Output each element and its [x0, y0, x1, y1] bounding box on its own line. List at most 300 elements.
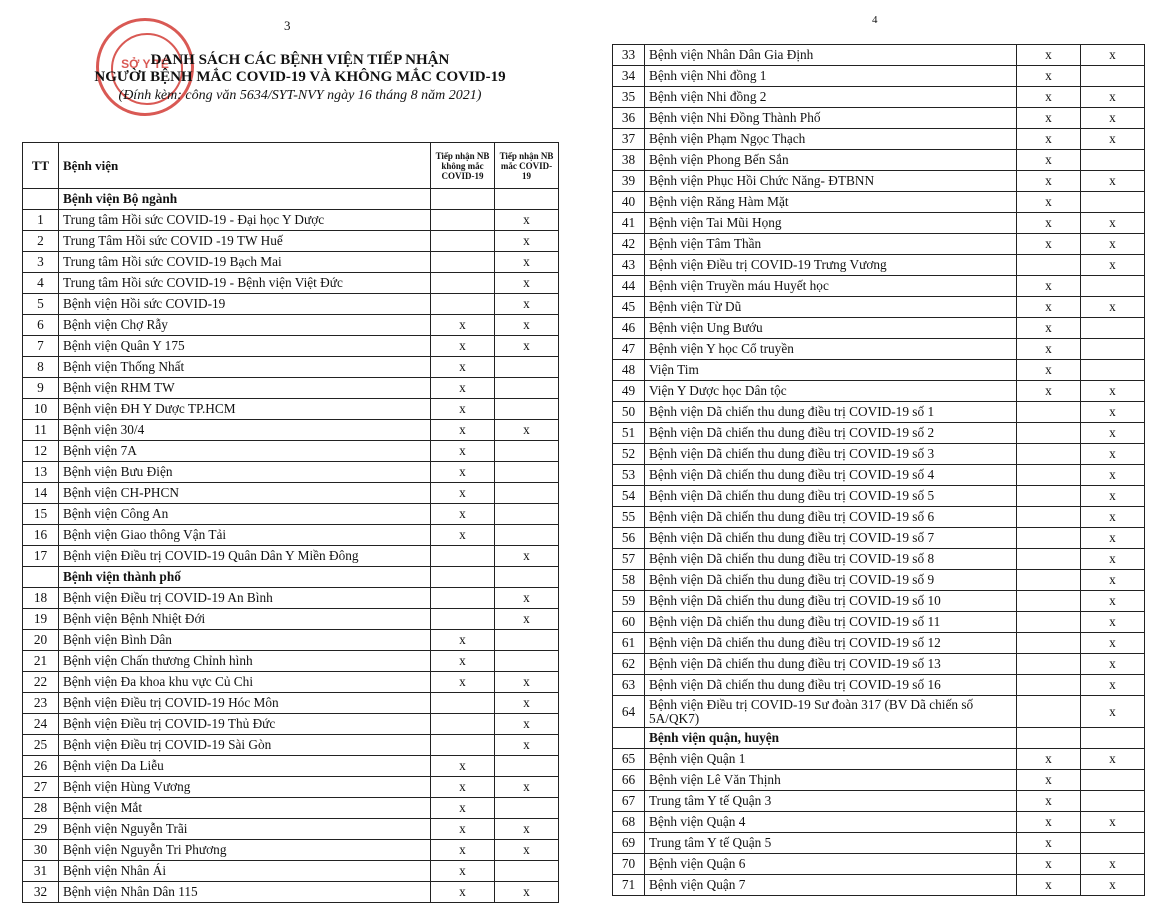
col2-mark: x — [1081, 507, 1145, 528]
col1-mark: x — [1017, 213, 1081, 234]
col1-mark: x — [1017, 108, 1081, 129]
row-number: 17 — [23, 546, 59, 567]
col2-mark: x — [1081, 486, 1145, 507]
hospital-name: Bệnh viện Dã chiến thu dung điều trị COVID-19 số 11 — [645, 612, 1017, 633]
row-number: 42 — [613, 234, 645, 255]
table-row — [23, 735, 559, 756]
table-row — [23, 714, 559, 735]
row-number: 12 — [23, 441, 59, 462]
col2-mark: x — [1081, 129, 1145, 150]
table-row — [613, 150, 1145, 171]
table-row — [23, 441, 559, 462]
hospital-name: Bệnh viện Lê Văn Thịnh — [645, 770, 1017, 791]
table-row — [613, 528, 1145, 549]
col2-mark: x — [495, 735, 559, 756]
table-row — [613, 570, 1145, 591]
table-row — [23, 546, 559, 567]
hospital-name: Bệnh viện Quận 1 — [645, 749, 1017, 770]
table-row — [23, 357, 559, 378]
table-row — [613, 465, 1145, 486]
col1-mark: x — [431, 651, 495, 672]
col1-mark: x — [1017, 791, 1081, 812]
hospital-name: Bệnh viện Dã chiến thu dung điều trị COVID-19 số 2 — [645, 423, 1017, 444]
table-row — [23, 294, 559, 315]
col1-mark: x — [1017, 66, 1081, 87]
table-row — [613, 276, 1145, 297]
hospital-name: Bệnh viện Dã chiến thu dung điều trị COVID-19 số 3 — [645, 444, 1017, 465]
table-row — [613, 833, 1145, 854]
col2-mark: x — [1081, 570, 1145, 591]
col1-mark: x — [1017, 875, 1081, 896]
table-row — [613, 696, 1145, 728]
empty-cell — [1081, 728, 1145, 749]
col1-mark — [1017, 549, 1081, 570]
col2-mark — [1081, 791, 1145, 812]
row-number: 69 — [613, 833, 645, 854]
col1-mark: x — [431, 504, 495, 525]
col2-mark — [495, 798, 559, 819]
header-col1: Tiếp nhận NB không mắc COVID-19 — [431, 143, 495, 189]
table-row — [613, 507, 1145, 528]
hospital-name: Trung tâm Hồi sức COVID-19 Bạch Mai — [59, 252, 431, 273]
row-number: 46 — [613, 318, 645, 339]
col2-mark — [1081, 833, 1145, 854]
hospital-name: Bệnh viện Y học Cổ truyền — [645, 339, 1017, 360]
col2-mark — [495, 378, 559, 399]
hospital-name: Bệnh viện Dã chiến thu dung điều trị COVID-19 số 7 — [645, 528, 1017, 549]
row-number: 70 — [613, 854, 645, 875]
col1-mark — [1017, 486, 1081, 507]
table-row — [613, 129, 1145, 150]
hospital-name: Bệnh viện Công An — [59, 504, 431, 525]
table-row — [613, 423, 1145, 444]
col2-mark: x — [1081, 213, 1145, 234]
col2-mark: x — [1081, 749, 1145, 770]
col2-mark: x — [1081, 612, 1145, 633]
col2-mark: x — [495, 294, 559, 315]
empty-cell — [23, 189, 59, 210]
table-row — [613, 591, 1145, 612]
row-number: 31 — [23, 861, 59, 882]
col1-mark: x — [1017, 45, 1081, 66]
row-number: 16 — [23, 525, 59, 546]
table-row — [613, 360, 1145, 381]
col2-mark: x — [1081, 633, 1145, 654]
col2-mark: x — [495, 882, 559, 903]
col1-mark: x — [431, 420, 495, 441]
hospital-name: Trung tâm Y tế Quận 5 — [645, 833, 1017, 854]
col1-mark: x — [1017, 276, 1081, 297]
table-row — [23, 525, 559, 546]
seal-text: SỞ Y TẾ — [121, 57, 169, 71]
col1-mark — [431, 693, 495, 714]
row-number: 58 — [613, 570, 645, 591]
col1-mark: x — [1017, 150, 1081, 171]
col1-mark: x — [1017, 297, 1081, 318]
row-number: 29 — [23, 819, 59, 840]
row-number: 45 — [613, 297, 645, 318]
row-number: 23 — [23, 693, 59, 714]
col2-mark: x — [495, 252, 559, 273]
col1-mark: x — [1017, 129, 1081, 150]
col2-mark: x — [495, 315, 559, 336]
hospital-name: Trung tâm Hồi sức COVID-19 - Bệnh viện Việt Đức — [59, 273, 431, 294]
col1-mark — [1017, 633, 1081, 654]
table-row — [613, 486, 1145, 507]
hospital-name: Bệnh viện Phạm Ngọc Thạch — [645, 129, 1017, 150]
group-row — [23, 189, 559, 210]
hospital-table-left — [22, 142, 559, 903]
hospital-name: Bệnh viện Răng Hàm Mặt — [645, 192, 1017, 213]
row-number: 62 — [613, 654, 645, 675]
row-number: 63 — [613, 675, 645, 696]
hospital-name: Bệnh viện Nhân Dân 115 — [59, 882, 431, 903]
hospital-name: Bệnh viện Dã chiến thu dung điều trị COVID-19 số 1 — [645, 402, 1017, 423]
empty-cell — [23, 567, 59, 588]
col2-mark — [1081, 770, 1145, 791]
col2-mark: x — [1081, 465, 1145, 486]
group-label: Bệnh viện quận, huyện — [645, 728, 1017, 749]
hospital-name: Bệnh viện Quận 6 — [645, 854, 1017, 875]
row-number: 34 — [613, 66, 645, 87]
col2-mark — [495, 441, 559, 462]
col1-mark — [1017, 528, 1081, 549]
col2-mark: x — [1081, 423, 1145, 444]
table-row — [23, 315, 559, 336]
hospital-name: Bệnh viện Nhân Ái — [59, 861, 431, 882]
col1-mark: x — [431, 819, 495, 840]
row-number: 3 — [23, 252, 59, 273]
row-number: 30 — [23, 840, 59, 861]
col1-mark — [431, 546, 495, 567]
hospital-name: Bệnh viện Dã chiến thu dung điều trị COVID-19 số 16 — [645, 675, 1017, 696]
col1-mark: x — [431, 756, 495, 777]
col2-mark: x — [495, 420, 559, 441]
table-row — [613, 549, 1145, 570]
row-number: 26 — [23, 756, 59, 777]
row-number: 51 — [613, 423, 645, 444]
hospital-name: Bệnh viện Quân Y 175 — [59, 336, 431, 357]
col2-mark: x — [1081, 87, 1145, 108]
row-number: 71 — [613, 875, 645, 896]
row-number: 39 — [613, 171, 645, 192]
table-row — [23, 609, 559, 630]
hospital-name: Bệnh viện Nguyễn Tri Phương — [59, 840, 431, 861]
col1-mark — [1017, 465, 1081, 486]
col1-mark: x — [1017, 318, 1081, 339]
col2-mark — [1081, 66, 1145, 87]
hospital-name: Bệnh viện Dã chiến thu dung điều trị COVID-19 số 10 — [645, 591, 1017, 612]
col1-mark: x — [1017, 192, 1081, 213]
hospital-name: Bệnh viện Nhân Dân Gia Định — [645, 45, 1017, 66]
hospital-name: Bệnh viện Điều trị COVID-19 Quân Dân Y Miền Đông — [59, 546, 431, 567]
hospital-name: Bệnh viện Phục Hồi Chức Năng- ĐTBNN — [645, 171, 1017, 192]
row-number: 15 — [23, 504, 59, 525]
hospital-name: Bệnh viện Ung Bướu — [645, 318, 1017, 339]
col1-mark: x — [1017, 812, 1081, 833]
col1-mark: x — [431, 462, 495, 483]
table-row — [23, 840, 559, 861]
hospital-name: Bệnh viện 30/4 — [59, 420, 431, 441]
table-row — [23, 672, 559, 693]
col1-mark: x — [1017, 749, 1081, 770]
table-row — [613, 381, 1145, 402]
row-number: 5 — [23, 294, 59, 315]
col2-mark — [1081, 339, 1145, 360]
table-row — [613, 612, 1145, 633]
col1-mark — [431, 252, 495, 273]
col1-mark — [1017, 444, 1081, 465]
table-row — [23, 777, 559, 798]
empty-cell — [495, 189, 559, 210]
hospital-name: Bệnh viện Chợ Rẫy — [59, 315, 431, 336]
table-row — [613, 171, 1145, 192]
col2-mark: x — [1081, 875, 1145, 896]
col1-mark — [431, 714, 495, 735]
table-row — [613, 444, 1145, 465]
col2-mark: x — [1081, 549, 1145, 570]
col1-mark: x — [431, 630, 495, 651]
row-number: 25 — [23, 735, 59, 756]
table-row — [613, 255, 1145, 276]
row-number: 60 — [613, 612, 645, 633]
empty-cell — [495, 567, 559, 588]
col2-mark: x — [1081, 444, 1145, 465]
hospital-name: Bệnh viện Điều trị COVID-19 Sài Gòn — [59, 735, 431, 756]
col2-mark: x — [1081, 812, 1145, 833]
row-number: 64 — [613, 696, 645, 728]
page-number-right: 4 — [872, 14, 878, 26]
col2-mark: x — [495, 840, 559, 861]
table-row — [23, 651, 559, 672]
row-number: 54 — [613, 486, 645, 507]
row-number: 68 — [613, 812, 645, 833]
row-number: 14 — [23, 483, 59, 504]
col2-mark: x — [1081, 591, 1145, 612]
row-number: 13 — [23, 462, 59, 483]
row-number: 9 — [23, 378, 59, 399]
row-number: 18 — [23, 588, 59, 609]
col1-mark — [1017, 423, 1081, 444]
hospital-name: Bệnh viện 7A — [59, 441, 431, 462]
hospital-name: Bệnh viện Phong Bến Sắn — [645, 150, 1017, 171]
col1-mark — [1017, 591, 1081, 612]
col2-mark: x — [1081, 528, 1145, 549]
row-number: 19 — [23, 609, 59, 630]
col1-mark: x — [1017, 833, 1081, 854]
col1-mark — [1017, 255, 1081, 276]
col1-mark: x — [1017, 87, 1081, 108]
hospital-name: Trung Tâm Hồi sức COVID -19 TW Huế — [59, 231, 431, 252]
hospital-name: Bệnh viện Quận 7 — [645, 875, 1017, 896]
col2-mark: x — [1081, 696, 1145, 728]
hospital-name: Trung tâm Y tế Quận 3 — [645, 791, 1017, 812]
row-number: 44 — [613, 276, 645, 297]
col1-mark — [431, 609, 495, 630]
col1-mark: x — [431, 798, 495, 819]
table-row — [613, 402, 1145, 423]
table-row — [23, 336, 559, 357]
table-row — [613, 234, 1145, 255]
row-number: 49 — [613, 381, 645, 402]
row-number: 41 — [613, 213, 645, 234]
col1-mark: x — [431, 882, 495, 903]
group-label: Bệnh viện Bộ ngành — [59, 189, 431, 210]
group-label: Bệnh viện thành phố — [59, 567, 431, 588]
col2-mark: x — [495, 231, 559, 252]
row-number: 4 — [23, 273, 59, 294]
row-number: 57 — [613, 549, 645, 570]
group-row — [23, 567, 559, 588]
col2-mark — [495, 357, 559, 378]
table-row — [613, 875, 1145, 896]
table-row — [613, 87, 1145, 108]
col1-mark — [1017, 654, 1081, 675]
col1-mark: x — [431, 840, 495, 861]
col2-mark: x — [1081, 108, 1145, 129]
document-subtitle: (Đính kèm: công văn 5634/SYT-NVY ngày 16 tháng 8 năm 2021) — [118, 88, 482, 103]
row-number: 33 — [613, 45, 645, 66]
col2-mark — [1081, 360, 1145, 381]
hospital-name: Bệnh viện Nhi đồng 1 — [645, 66, 1017, 87]
table-row — [613, 339, 1145, 360]
row-number: 67 — [613, 791, 645, 812]
col1-mark: x — [1017, 234, 1081, 255]
col2-mark: x — [495, 693, 559, 714]
row-number: 20 — [23, 630, 59, 651]
row-number: 38 — [613, 150, 645, 171]
empty-cell — [613, 728, 645, 749]
hospital-name: Bệnh viện Điều trị COVID-19 Sư đoàn 317 (BV Dã chiến số 5A/QK7) — [645, 696, 1017, 728]
table-row — [613, 108, 1145, 129]
table-row — [23, 588, 559, 609]
table-row — [23, 693, 559, 714]
col2-mark — [495, 483, 559, 504]
empty-cell — [431, 189, 495, 210]
col2-mark: x — [1081, 854, 1145, 875]
col1-mark: x — [431, 357, 495, 378]
col1-mark: x — [431, 336, 495, 357]
col1-mark: x — [1017, 854, 1081, 875]
table-row — [613, 297, 1145, 318]
hospital-name: Bệnh viện Dã chiến thu dung điều trị COVID-19 số 9 — [645, 570, 1017, 591]
hospital-name: Bệnh viện Điều trị COVID-19 An Bình — [59, 588, 431, 609]
table-row — [613, 192, 1145, 213]
table-row — [23, 504, 559, 525]
hospital-name: Bệnh viện ĐH Y Dược TP.HCM — [59, 399, 431, 420]
table-row — [613, 213, 1145, 234]
col1-mark: x — [431, 525, 495, 546]
document-title-line-1: DANH SÁCH CÁC BỆNH VIỆN TIẾP NHẬN — [150, 52, 450, 68]
hospital-name: Bệnh viện Dã chiến thu dung điều trị COVID-19 số 4 — [645, 465, 1017, 486]
col2-mark: x — [495, 714, 559, 735]
hospital-name: Bệnh viện Truyền máu Huyết học — [645, 276, 1017, 297]
col1-mark — [431, 735, 495, 756]
hospital-name: Bệnh viện Nhi Đồng Thành Phố — [645, 108, 1017, 129]
col2-mark — [1081, 318, 1145, 339]
table-row — [23, 630, 559, 651]
empty-cell — [431, 567, 495, 588]
row-number: 11 — [23, 420, 59, 441]
table-row — [613, 675, 1145, 696]
col2-mark — [1081, 192, 1145, 213]
group-row — [613, 728, 1145, 749]
hospital-name: Bệnh viện Điều trị COVID-19 Hóc Môn — [59, 693, 431, 714]
table-row — [613, 791, 1145, 812]
hospital-name: Trung tâm Hồi sức COVID-19 - Đại học Y Dược — [59, 210, 431, 231]
hospital-name: Bệnh viện Bệnh Nhiệt Đới — [59, 609, 431, 630]
col1-mark: x — [1017, 770, 1081, 791]
col2-mark: x — [1081, 402, 1145, 423]
row-number: 6 — [23, 315, 59, 336]
col2-mark: x — [1081, 255, 1145, 276]
col2-mark — [1081, 150, 1145, 171]
col1-mark — [1017, 675, 1081, 696]
row-number: 1 — [23, 210, 59, 231]
col1-mark — [431, 231, 495, 252]
col2-mark: x — [1081, 654, 1145, 675]
table-row — [23, 819, 559, 840]
row-number: 61 — [613, 633, 645, 654]
table-row — [613, 749, 1145, 770]
table-row — [23, 882, 559, 903]
hospital-name: Bệnh viện Hồi sức COVID-19 — [59, 294, 431, 315]
table-row — [613, 633, 1145, 654]
hospital-name: Bệnh viện Mắt — [59, 798, 431, 819]
row-number: 35 — [613, 87, 645, 108]
col2-mark — [495, 525, 559, 546]
hospital-name: Bệnh viện Giao thông Vận Tải — [59, 525, 431, 546]
table-row — [613, 318, 1145, 339]
empty-cell — [1017, 728, 1081, 749]
col1-mark: x — [431, 483, 495, 504]
hospital-name: Bệnh viện Dã chiến thu dung điều trị COVID-19 số 6 — [645, 507, 1017, 528]
col1-mark: x — [431, 378, 495, 399]
table-row — [613, 812, 1145, 833]
hospital-name: Bệnh viện Dã chiến thu dung điều trị COVID-19 số 13 — [645, 654, 1017, 675]
col1-mark — [431, 588, 495, 609]
hospital-name: Bệnh viện Chấn thương Chỉnh hình — [59, 651, 431, 672]
row-number: 24 — [23, 714, 59, 735]
col2-mark: x — [1081, 171, 1145, 192]
table-row — [613, 854, 1145, 875]
row-number: 56 — [613, 528, 645, 549]
col1-mark — [1017, 612, 1081, 633]
table-row — [23, 399, 559, 420]
col2-mark: x — [495, 819, 559, 840]
hospital-name: Bệnh viện Thống Nhất — [59, 357, 431, 378]
hospital-name: Bệnh viện Bưu Điện — [59, 462, 431, 483]
col2-mark: x — [1081, 297, 1145, 318]
hospital-name: Bệnh viện Điều trị COVID-19 Trưng Vương — [645, 255, 1017, 276]
table-row — [23, 861, 559, 882]
col2-mark — [495, 630, 559, 651]
row-number: 65 — [613, 749, 645, 770]
row-number: 59 — [613, 591, 645, 612]
row-number: 48 — [613, 360, 645, 381]
col2-mark — [495, 861, 559, 882]
hospital-name: Bệnh viện Điều trị COVID-19 Thủ Đức — [59, 714, 431, 735]
table-row — [613, 770, 1145, 791]
col2-mark: x — [495, 672, 559, 693]
header-tt: TT — [23, 143, 59, 189]
col1-mark: x — [1017, 339, 1081, 360]
row-number: 43 — [613, 255, 645, 276]
col2-mark — [495, 504, 559, 525]
col2-mark — [495, 651, 559, 672]
row-number: 52 — [613, 444, 645, 465]
col1-mark: x — [1017, 381, 1081, 402]
